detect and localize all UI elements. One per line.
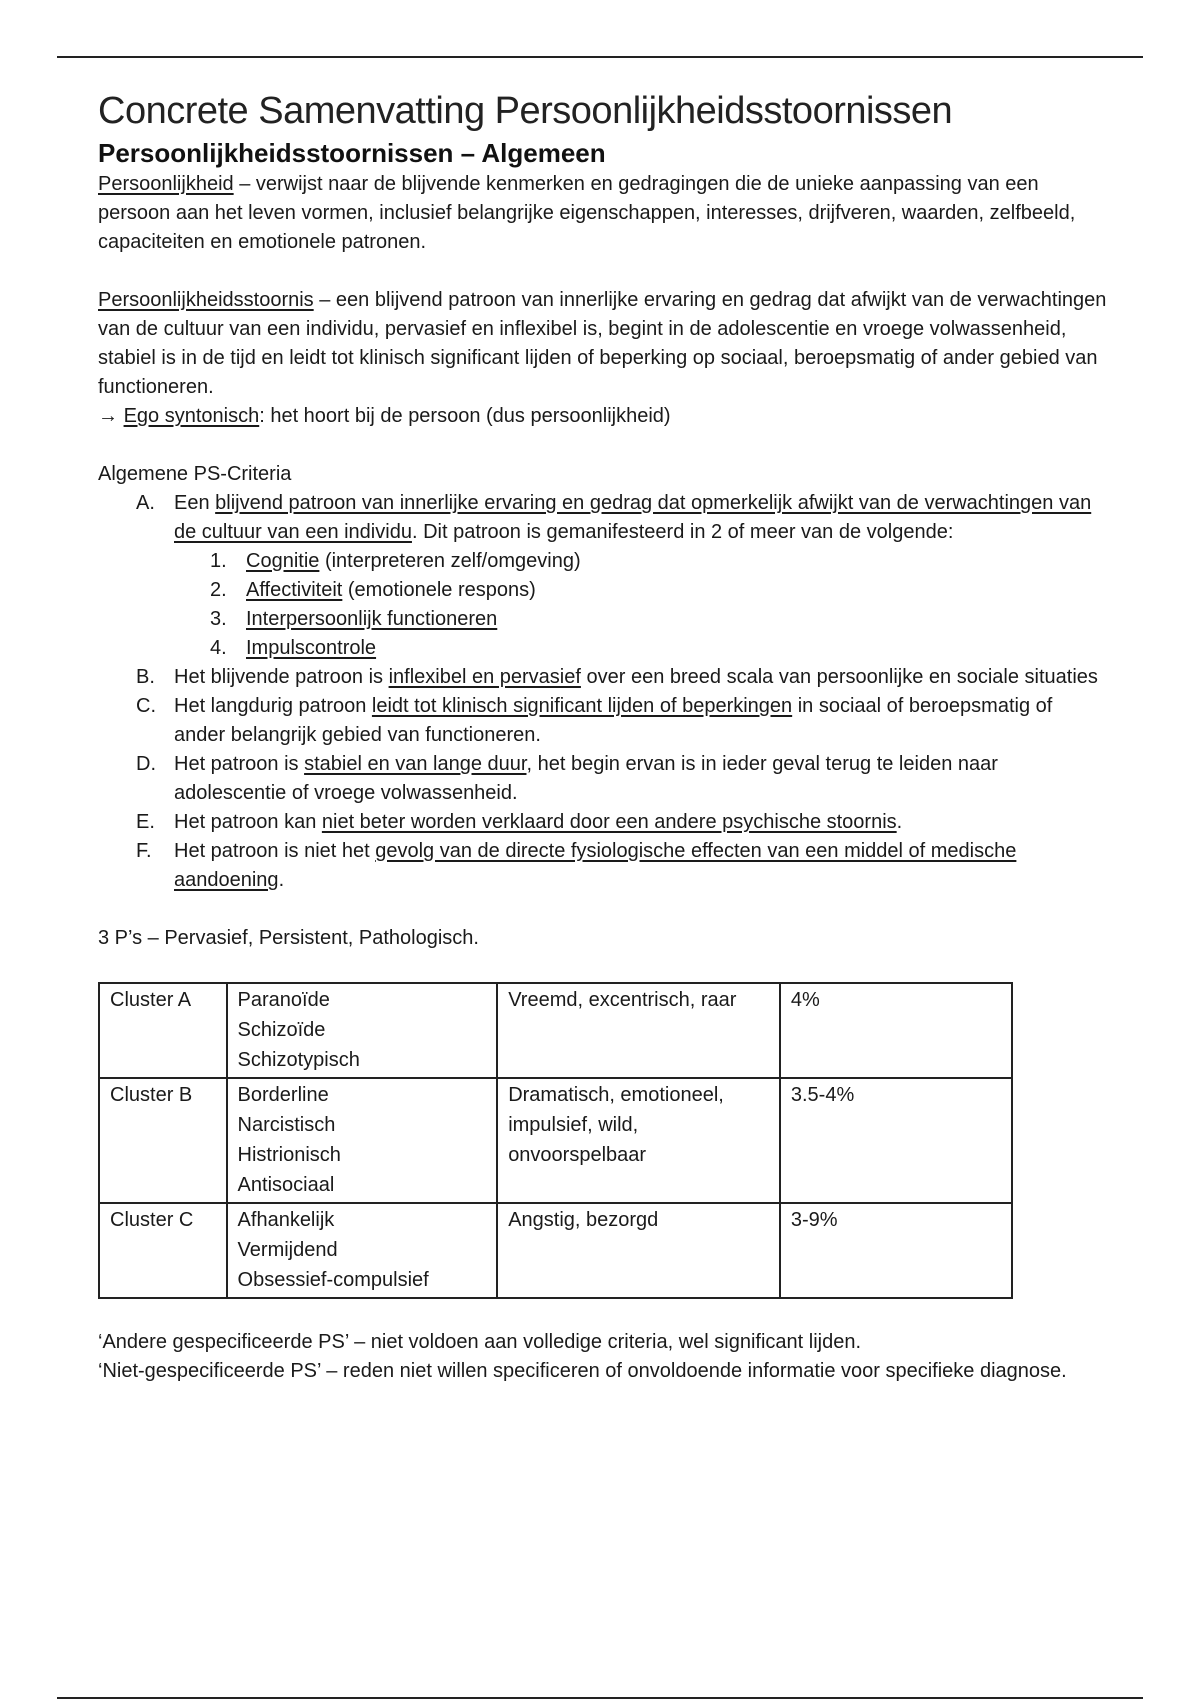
criterion-b: B. Het blijvende patroon is inflexibel en pervasief over een breed scala van persoonlijke en sociale situaties	[136, 666, 1098, 688]
definition-persoonlijkheid: Persoonlijkheid – verwijst naar de blijvende kenmerken en gedragingen die de unieke aanpassing van een persoon aan het leven vormen, inclusief belangrijke eigenschappen, interesses, drijfveren, waarden, zelfbeeld, capaciteiten en emotionele patronen.	[98, 173, 1076, 253]
table-row	[99, 1078, 1012, 1203]
cluster-types: Afhankelijk Vermijdend Obsessief-compulsief	[227, 1203, 498, 1298]
criterion-a: A. Een blijvend patroon van innerlijke ervaring en gedrag dat opmerkelijk afwijkt van de verwachtingen van de cultuur van een individu. Dit patroon is gemanifesteerd in 2 of meer van de volgende: 1. Cognitie (interpreteren zelf/omgeving) 2. Affectiviteit (emotionele respons) 3. Interpersoonlijk functioneren 4. Impulscontrole	[174, 489, 1108, 663]
cluster-description: Vreemd, excentrisch, raar	[497, 983, 780, 1078]
sub-item-affectiviteit: 2. Affectiviteit (emotionele respons)	[210, 579, 536, 601]
table-row	[99, 983, 1012, 1078]
criterion-c: C. Het langdurig patroon leidt tot klinisch significant lijden of beperkingen in sociaal of beroepsmatig of ander belangrijk gebied van functioneren.	[136, 695, 1053, 746]
criterion-d: D. Het patroon is stabiel en van lange duur, het begin ervan is in ieder geval terug te leiden naar adolescentie of vroege volwassenheid.	[136, 753, 998, 804]
cluster-prevalence: 3.5-4%	[780, 1078, 1012, 1203]
section-heading: Persoonlijkheidsstoornissen – Algemeen	[98, 138, 606, 168]
criterion-e: E. Het patroon kan niet beter worden verklaard door een andere psychische stoornis.	[136, 811, 903, 833]
cluster-table	[98, 982, 1013, 1299]
table-row	[99, 1203, 1012, 1298]
criteria-title: Algemene PS-Criteria	[98, 463, 292, 485]
note-niet-gespecificeerd: ‘Niet-gespecificeerde PS’ – reden niet willen specificeren of onvoldoende informatie voor specifieke diagnose.	[98, 1360, 1067, 1382]
cluster-types: Borderline Narcistisch Histrionisch Antisociaal	[227, 1078, 498, 1203]
term-ego-syntonisch: Ego syntonisch	[123, 405, 260, 427]
ego-syntonisch-note: → Ego syntonisch: het hoort bij de persoon (dus persoonlijkheid)	[98, 405, 671, 427]
cluster-prevalence: 3-9%	[780, 1203, 1012, 1298]
three-ps-line: 3 P’s – Pervasief, Persistent, Pathologisch.	[98, 927, 479, 949]
cluster-prevalence: 4%	[780, 983, 1012, 1078]
term-persoonlijkheidsstoornis: Persoonlijkheidsstoornis	[98, 289, 314, 311]
sub-item-cognitie: 1. Cognitie (interpreteren zelf/omgeving)	[210, 550, 581, 572]
criterion-f: F. Het patroon is niet het gevolg van de directe fysiologische effecten van een middel of medische aandoening.	[136, 840, 1017, 891]
note-andere-gespecificeerd: ‘Andere gespecificeerde PS’ – niet voldoen aan volledige criteria, wel significant lijden.	[98, 1331, 862, 1353]
cluster-name: Cluster B	[99, 1078, 227, 1203]
criteria-list	[98, 489, 1108, 895]
bottom-rule	[57, 1697, 1143, 1699]
sub-item-impulscontrole: 4. Impulscontrole	[210, 637, 377, 659]
definition-persoonlijkheidsstoornis: Persoonlijkheidsstoornis – een blijvend patroon van innerlijke ervaring en gedrag dat afwijkt van de verwachtingen van de cultuur van een individu, pervasief en inflexibel is, begint in de adolescentie en vroege volwassenheid, stabiel is in de tijd en leidt tot klinisch significant lijden of beperking op sociaal, beroepsmatig of ander gebied van functioneren.	[98, 289, 1107, 398]
arrow-icon: →	[98, 405, 124, 427]
sub-item-interpersoonlijk: 3. Interpersoonlijk functioneren	[210, 608, 498, 630]
document-title: Concrete Samenvatting Persoonlijkheidsstoornissen	[98, 90, 953, 132]
cluster-description: Dramatisch, emotioneel, impulsief, wild, onvoorspelbaar	[497, 1078, 780, 1203]
top-rule	[57, 56, 1143, 58]
cluster-types: Paranoïde Schizoïde Schizotypisch	[227, 983, 498, 1078]
cluster-description: Angstig, bezorgd	[497, 1203, 780, 1298]
document-page	[98, 88, 1108, 1386]
criterion-a-sublist	[174, 547, 1108, 663]
term-persoonlijkheid: Persoonlijkheid	[98, 173, 234, 195]
cluster-name: Cluster C	[99, 1203, 227, 1298]
cluster-name: Cluster A	[99, 983, 227, 1078]
